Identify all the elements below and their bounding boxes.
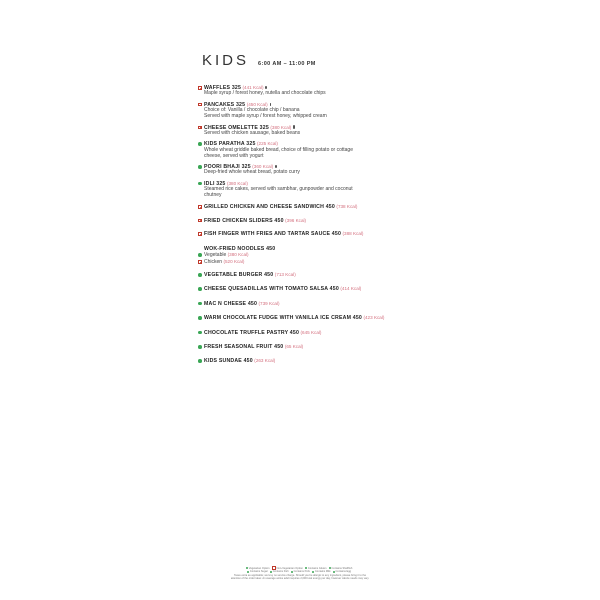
option-calories: (380 Kcal) [227,252,249,258]
veg-marker-icon [198,142,202,146]
item-description: Maple syrup / forest honey, nutella and chocolate chips [204,90,326,97]
veg-marker-icon [198,302,202,306]
item-calories: (263 Kcal) [254,358,276,364]
item-name: POORI BHAJI 325 [204,164,251,171]
menu-item [198,231,418,237]
item-name: VEGETABLE BURGER 450 [204,272,274,279]
legend-label: Contains Egg [335,570,352,574]
veg-marker-icon [198,359,202,363]
veg-marker-icon [198,253,202,257]
item-name: IDLI 325 [204,180,226,187]
nonveg-marker-icon [198,103,202,107]
option-label: Chicken [204,259,223,266]
item-calories: (738 Kcal) [336,204,358,210]
menu-item-noodles [198,246,418,266]
item-name: FRESH SEASONAL FRUIT 450 [204,344,284,351]
legend-icon [312,571,314,573]
menu-item [198,315,418,321]
noodle-option [204,252,418,259]
item-title-line [204,272,418,278]
menu-item [198,301,418,307]
menu-item [198,218,418,224]
item-title-line [204,344,418,350]
veg-marker-icon [198,287,202,291]
nonveg-marker-icon [198,86,202,90]
legend-icon [305,567,307,569]
legend-label: Non-Vegetarian Option [276,566,303,570]
menu-item [198,164,418,176]
spicy-icon [265,86,267,89]
item-description: Deep-fried whole wheat bread, potato curry [204,169,300,176]
item-calories: (388 Kcal) [342,230,364,236]
item-calories: (380 Kcal) [270,124,292,130]
spicy-icon [270,103,272,106]
menu-item [198,125,418,137]
item-description: Served with maple syrup / forest honey, whipped cream [204,113,327,120]
legend-icon [333,571,335,573]
legend-entry [247,570,268,573]
legend-entry [270,570,289,573]
item-name: PANCAKES 325 [204,101,246,108]
menu-hours: 6:00 AM – 11:00 PM [258,61,316,67]
item-description: Whole wheat griddle baked bread, choice of filling potato or cottage [204,146,353,153]
legend-label: Contains Fish [272,570,289,574]
veg-marker-icon [198,331,202,335]
menu-item [198,204,418,210]
veg-marker-icon [198,273,202,277]
item-name: WOK-FRIED NOODLES 450 [204,245,276,252]
menu-title: KIDS [202,52,250,69]
item-description: Choice of: Vanilla / chocolate chip / banana [204,107,300,114]
item-name: WARM CHOCOLATE FUDGE WITH VANILLA ICE CREAM 450 [204,315,363,322]
legend-label: Vegetarian Option [248,566,270,570]
menu-item [198,358,418,364]
item-name: CHEESE QUESADILLAS WITH TOMATO SALSA 450 [204,286,339,293]
item-title-line [204,315,418,321]
item-calories: (450 Kcal) [246,101,268,107]
legend-icon [246,567,248,569]
item-title-line [204,218,418,224]
item-calories: (225 Kcal) [256,141,278,147]
legend-entry [312,570,331,573]
item-name: KIDS PARATHA 325 [204,141,256,148]
item-name: CHOCOLATE TRUFFLE PASTRY 450 [204,329,300,336]
legend-label: Contains Gluten [307,566,327,570]
legend-label: Contains Pork [293,570,310,574]
item-description: chutney [204,192,222,199]
noodle-option [204,259,418,266]
legend-label: Contains Shellfish [331,566,353,570]
veg-marker-icon [198,316,202,320]
item-name: CHEESE OMELETTE 325 [204,124,269,131]
item-calories: (360 Kcal) [252,164,274,170]
menu-item [198,102,418,120]
footer-note: Taxes extra as applicable; we levy no service charge. Should you be allergic to any ingredient, please bring it to the [233,573,367,577]
menu-item [198,181,418,199]
item-calories: (645 Kcal) [300,329,322,335]
legend-icon [329,567,331,569]
legend-icon [291,571,293,573]
item-calories: (713 Kcal) [274,272,296,278]
item-title-line [204,231,418,237]
menu-footer [200,566,400,581]
item-calories: (380 Kcal) [226,180,248,186]
legend-label: Contains Sugar [249,570,268,574]
item-description: cheese, served with yogurt [204,152,264,159]
nonveg-marker-icon [198,232,202,236]
item-calories: (65 Kcal) [284,344,304,350]
item-calories: (414 Kcal) [340,286,362,292]
footer-note: attention of the order taker. An average active adult requires 2,000 kcal energy per day, however calorie needs may vary. [230,577,370,581]
item-calories: (423 Kcal) [363,315,385,321]
legend-entry [291,570,310,573]
item-name: WAFFLES 325 [204,85,242,91]
item-title-line [204,301,418,307]
item-name: FISH FINGER WITH FRIES AND TARTAR SAUCE 450 [204,230,342,237]
item-calories: (441 Kcal) [242,85,264,90]
nonveg-marker-icon [198,260,202,264]
menu-item [198,272,418,278]
legend-icon [247,571,249,573]
item-name: KIDS SUNDAE 450 [204,358,253,365]
veg-marker-icon [198,182,202,186]
menu-item [198,330,418,336]
item-calories: (739 Kcal) [258,300,280,306]
item-name: MAC N CHEESE 450 [204,300,258,307]
item-title-line [204,330,418,336]
item-name: FRIED CHICKEN SLIDERS 450 [204,217,284,224]
nonveg-marker-icon [198,126,202,130]
option-label: Vegetable [204,252,227,259]
spicy-icon [275,165,277,168]
item-title-line [204,286,418,292]
menu-header [198,52,418,69]
item-calories: (396 Kcal) [285,217,307,223]
nonveg-marker-icon [198,205,202,209]
item-title-line [204,204,418,210]
menu-item [198,85,418,97]
menu-item [198,286,418,292]
item-description: Steamed rice cakes, served with sambhar, gunpowder and coconut [204,186,353,193]
legend-label: Contains Milk [314,570,331,574]
veg-marker-icon [198,165,202,169]
menu-item [198,344,418,350]
item-description: Served with chicken sausage, baked beans [204,129,301,136]
nonveg-marker-icon [198,219,202,223]
spicy-icon [293,125,295,128]
menu-item [198,141,418,159]
veg-marker-icon [198,345,202,349]
legend-entry [333,570,352,573]
option-calories: (520 Kcal) [223,259,245,265]
kids-menu [198,52,418,365]
legend-icon [270,571,272,573]
item-name: GRILLED CHICKEN AND CHEESE SANDWICH 450 [204,204,335,211]
item-title-line [204,358,418,364]
